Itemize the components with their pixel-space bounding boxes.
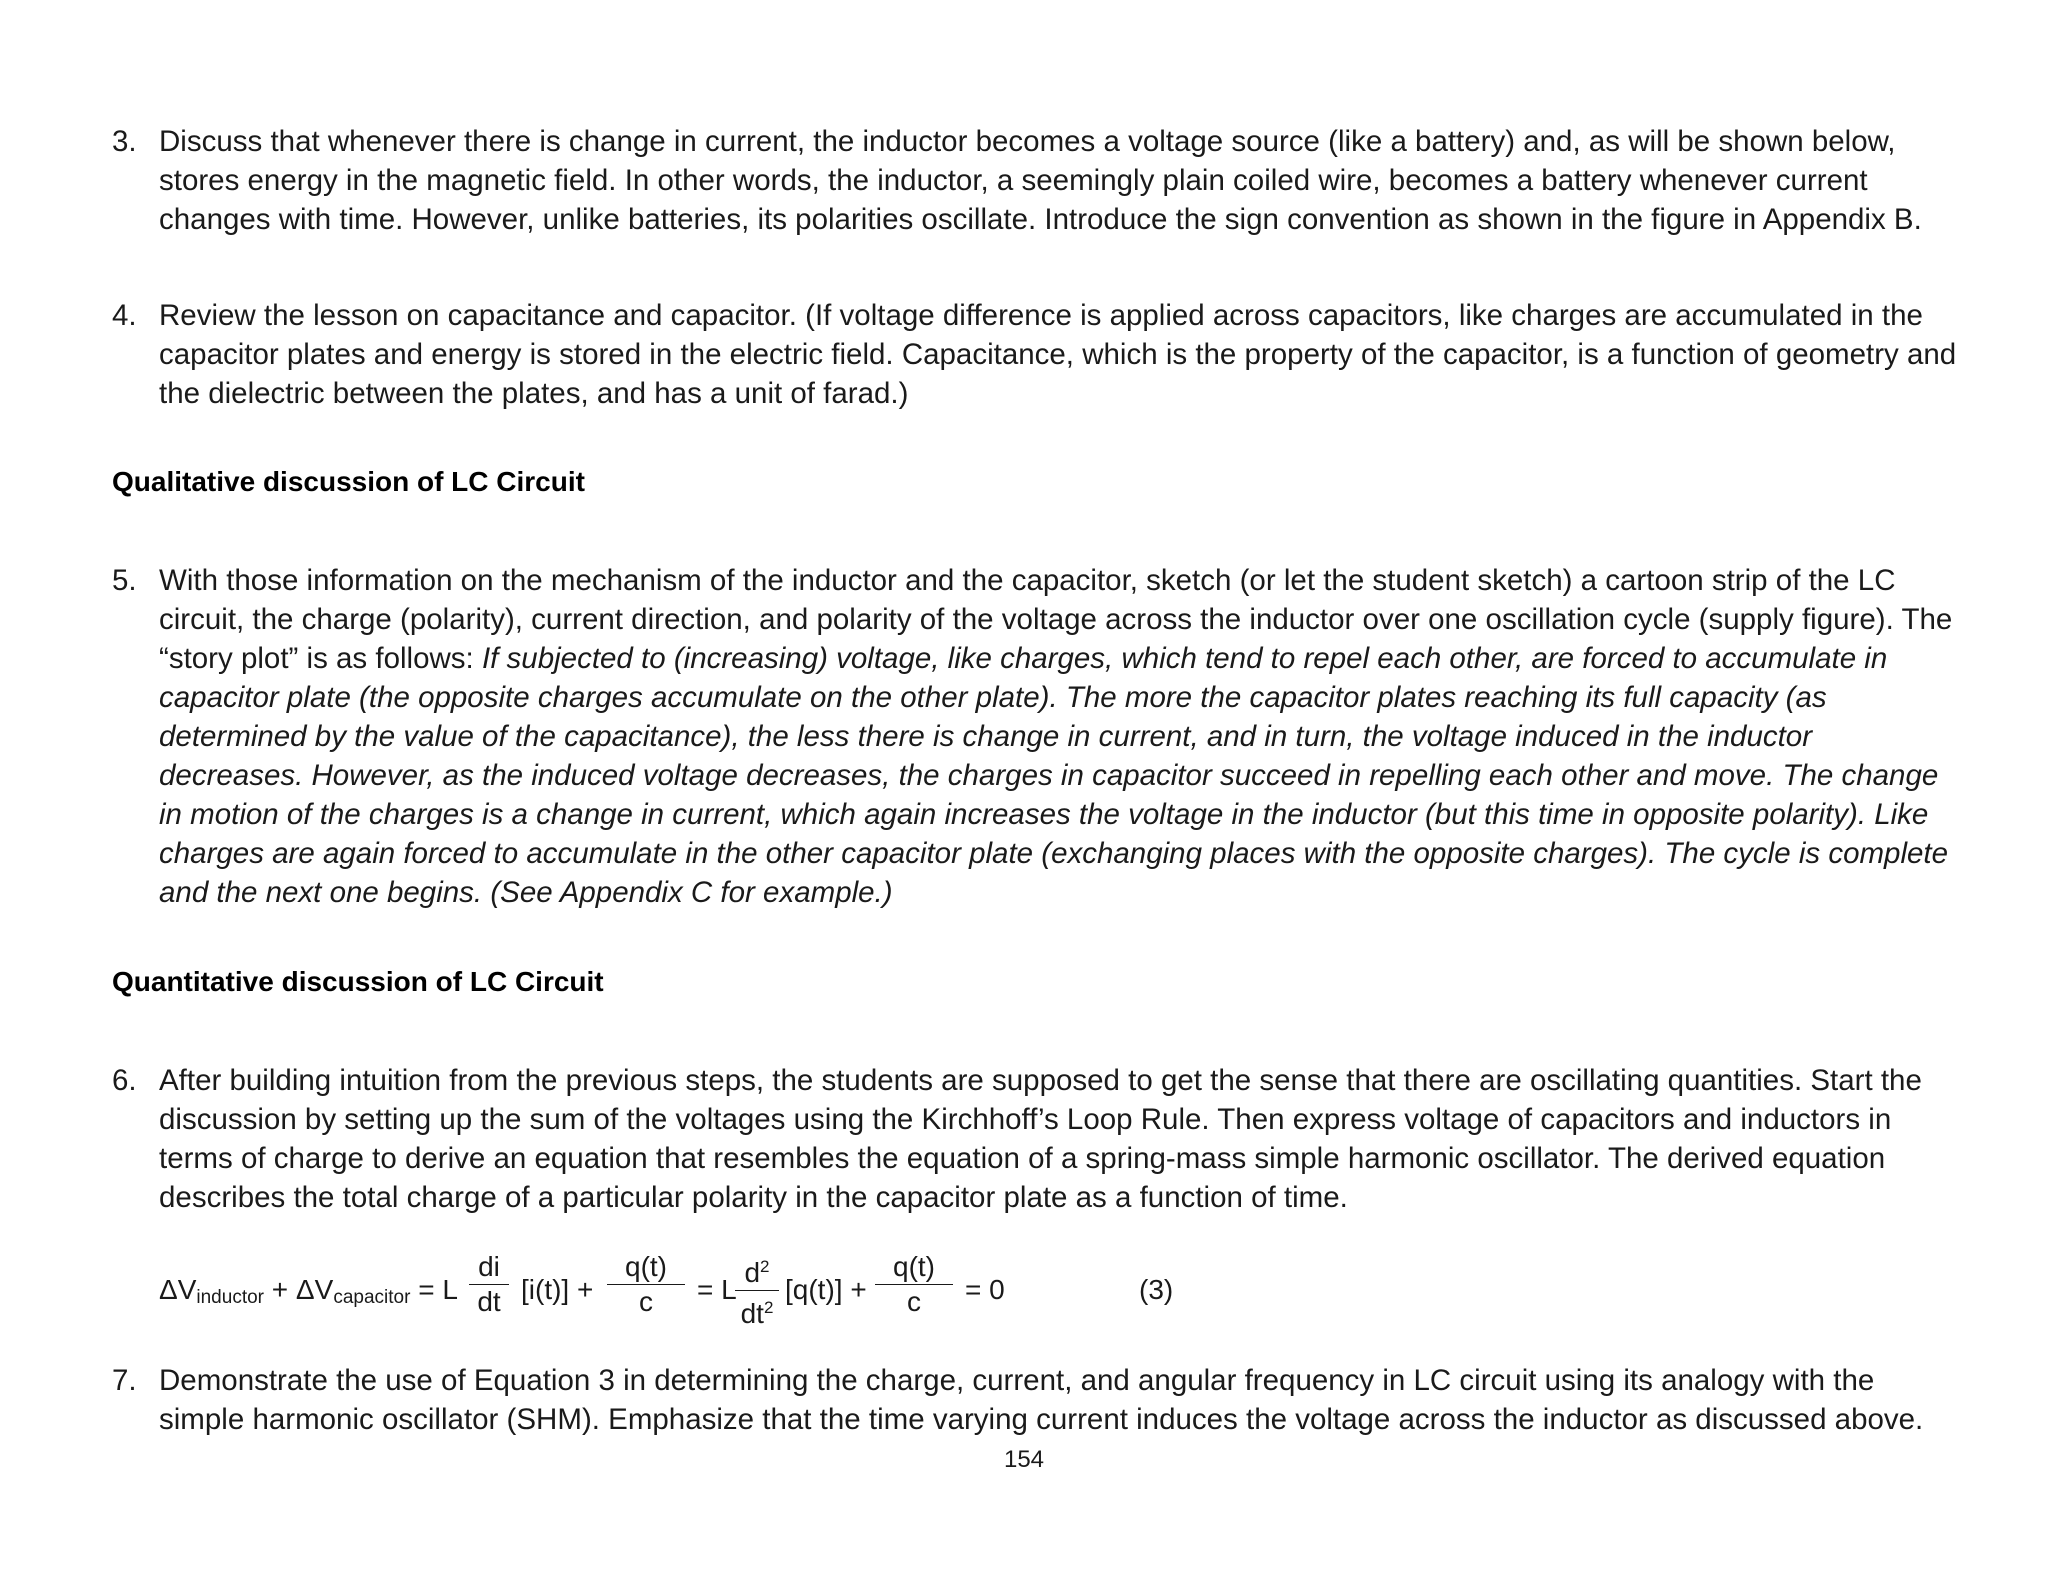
plus-sign: + xyxy=(850,1274,867,1305)
list-item-text: Review the lesson on capacitance and capacitor. (If voltage difference is applied across capacitors, like charges are accumulated in the capacitor plates and energy is stored in the electric field. Capacitance, which is the property of the capacitor, is a function of geometry and the dielectric between the plates, and has a unit of farad.) xyxy=(159,299,1957,410)
fraction-bar xyxy=(469,1284,509,1285)
eq-term-i xyxy=(521,1274,593,1306)
fraction-q-c xyxy=(607,1252,685,1317)
plus-sign: + xyxy=(271,1274,289,1305)
superscript-2: 2 xyxy=(763,1298,774,1317)
equation-3 xyxy=(159,1252,1259,1328)
equals-sign: = xyxy=(697,1274,714,1305)
list-item-7 xyxy=(112,1361,1962,1439)
fraction-bar xyxy=(875,1284,953,1285)
eq-term-q xyxy=(785,1274,867,1306)
denominator: c xyxy=(907,1286,921,1317)
inductance-L: L xyxy=(442,1274,458,1305)
fraction-d2-dt2 xyxy=(735,1252,779,1329)
list-item-5 xyxy=(112,561,1962,912)
list-item-4 xyxy=(112,296,1962,413)
fraction-bar xyxy=(735,1290,779,1291)
numerator: q(t) xyxy=(893,1251,935,1282)
eq-equals-zero: = 0 xyxy=(965,1274,1005,1305)
page-number: 154 xyxy=(1003,1446,1045,1473)
superscript-2: 2 xyxy=(760,1257,770,1276)
subscript-inductor: inductor xyxy=(196,1287,264,1308)
list-item-text xyxy=(159,561,1962,912)
equals-sign: = xyxy=(418,1274,435,1305)
section-heading-quantitative: Quantitative discussion of LC Circuit xyxy=(112,966,604,997)
charge-term: [q(t)] xyxy=(785,1274,843,1305)
inductance-L: L xyxy=(721,1274,737,1305)
fraction-q-c-2 xyxy=(875,1252,953,1317)
d-symbol: d xyxy=(744,1257,761,1288)
subscript-capacitor: capacitor xyxy=(333,1287,411,1308)
eq-equals-L xyxy=(697,1274,737,1306)
list-number: 4. xyxy=(112,299,137,332)
numerator: di xyxy=(478,1251,500,1282)
denominator: c xyxy=(639,1286,653,1317)
story-intro-text: With those information on the mechanism of the inductor and the capacitor, sketch (or let the student sketch) a cartoon strip of the LC circuit, the charge (polarity), current direction, and polarity of the voltage across the inductor over one oscillation cycle (supply figure). The “story plot” is as follows: xyxy=(159,564,1953,675)
denominator: dt xyxy=(477,1286,501,1317)
eq-lhs xyxy=(159,1274,458,1309)
list-number: 6. xyxy=(112,1064,137,1097)
fraction-di-dt xyxy=(469,1252,509,1317)
plus-sign: + xyxy=(577,1274,594,1305)
numerator: q(t) xyxy=(625,1251,667,1282)
list-number: 3. xyxy=(112,125,137,158)
list-item-6 xyxy=(112,1061,1962,1217)
list-item-3 xyxy=(112,122,1962,239)
numerator xyxy=(735,1252,779,1288)
section-heading-qualitative: Qualitative discussion of LC Circuit xyxy=(112,466,585,497)
dt-symbol: dt xyxy=(740,1298,764,1329)
list-item-text: Demonstrate the use of Equation 3 in determining the charge, current, and angular frequency in LC circuit using its analogy with the simple harmonic oscillator (SHM). Emphasize that the time varying current induces the voltage across the inductor as discussed above. xyxy=(159,1364,1924,1436)
list-number: 7. xyxy=(112,1364,137,1397)
equation-number: (3) xyxy=(1139,1274,1174,1305)
delta-v: ΔV xyxy=(295,1274,334,1305)
denominator xyxy=(735,1293,779,1329)
fraction-bar xyxy=(607,1284,685,1285)
story-plot-italic-text: If subjected to (increasing) voltage, like charges, which tend to repel each other, are forced to accumulate in capacitor plate (the opposite charges accumulate on the other plate). The more the capacitor plates reaching its full capacity (as determined by the value of the capacitance), the less there is change in current, and in turn, the voltage induced in the inductor decreases. However, as the induced voltage decreases, the charges in capacitor succeed in repelling each other and move. The change in motion of the charges is a change in current, which again increases the voltage in the inductor (but this time in opposite polarity). Like charges are again forced to accumulate in the other capacitor plate (exchanging places with the opposite charges). The cycle is complete and the next one begins. (See Appendix C for example.) xyxy=(159,642,1949,909)
list-item-text: After building intuition from the previous steps, the students are supposed to get the sense that there are oscillating quantities. Start the discussion by setting up the sum of the voltages using the Kirchhoff’s Loop Rule. Then express voltage of capacitors and inductors in terms of charge to derive an equation that resembles the equation of a spring-mass simple harmonic oscillator. The derived equation describes the total charge of a particular polarity in the capacitor plate as a function of time. xyxy=(159,1064,1922,1214)
delta-v: ΔV xyxy=(159,1274,197,1305)
current-term: [i(t)] xyxy=(521,1274,570,1305)
list-number: 5. xyxy=(112,564,137,597)
list-item-text: Discuss that whenever there is change in current, the inductor becomes a voltage source (like a battery) and, as will be shown below, stores energy in the magnetic field. In other words, the inductor, a seemingly plain coiled wire, becomes a battery whenever current changes with time. However, unlike batteries, its polarities oscillate. Introduce the sign convention as shown in the figure in Appendix B. xyxy=(159,125,1922,236)
